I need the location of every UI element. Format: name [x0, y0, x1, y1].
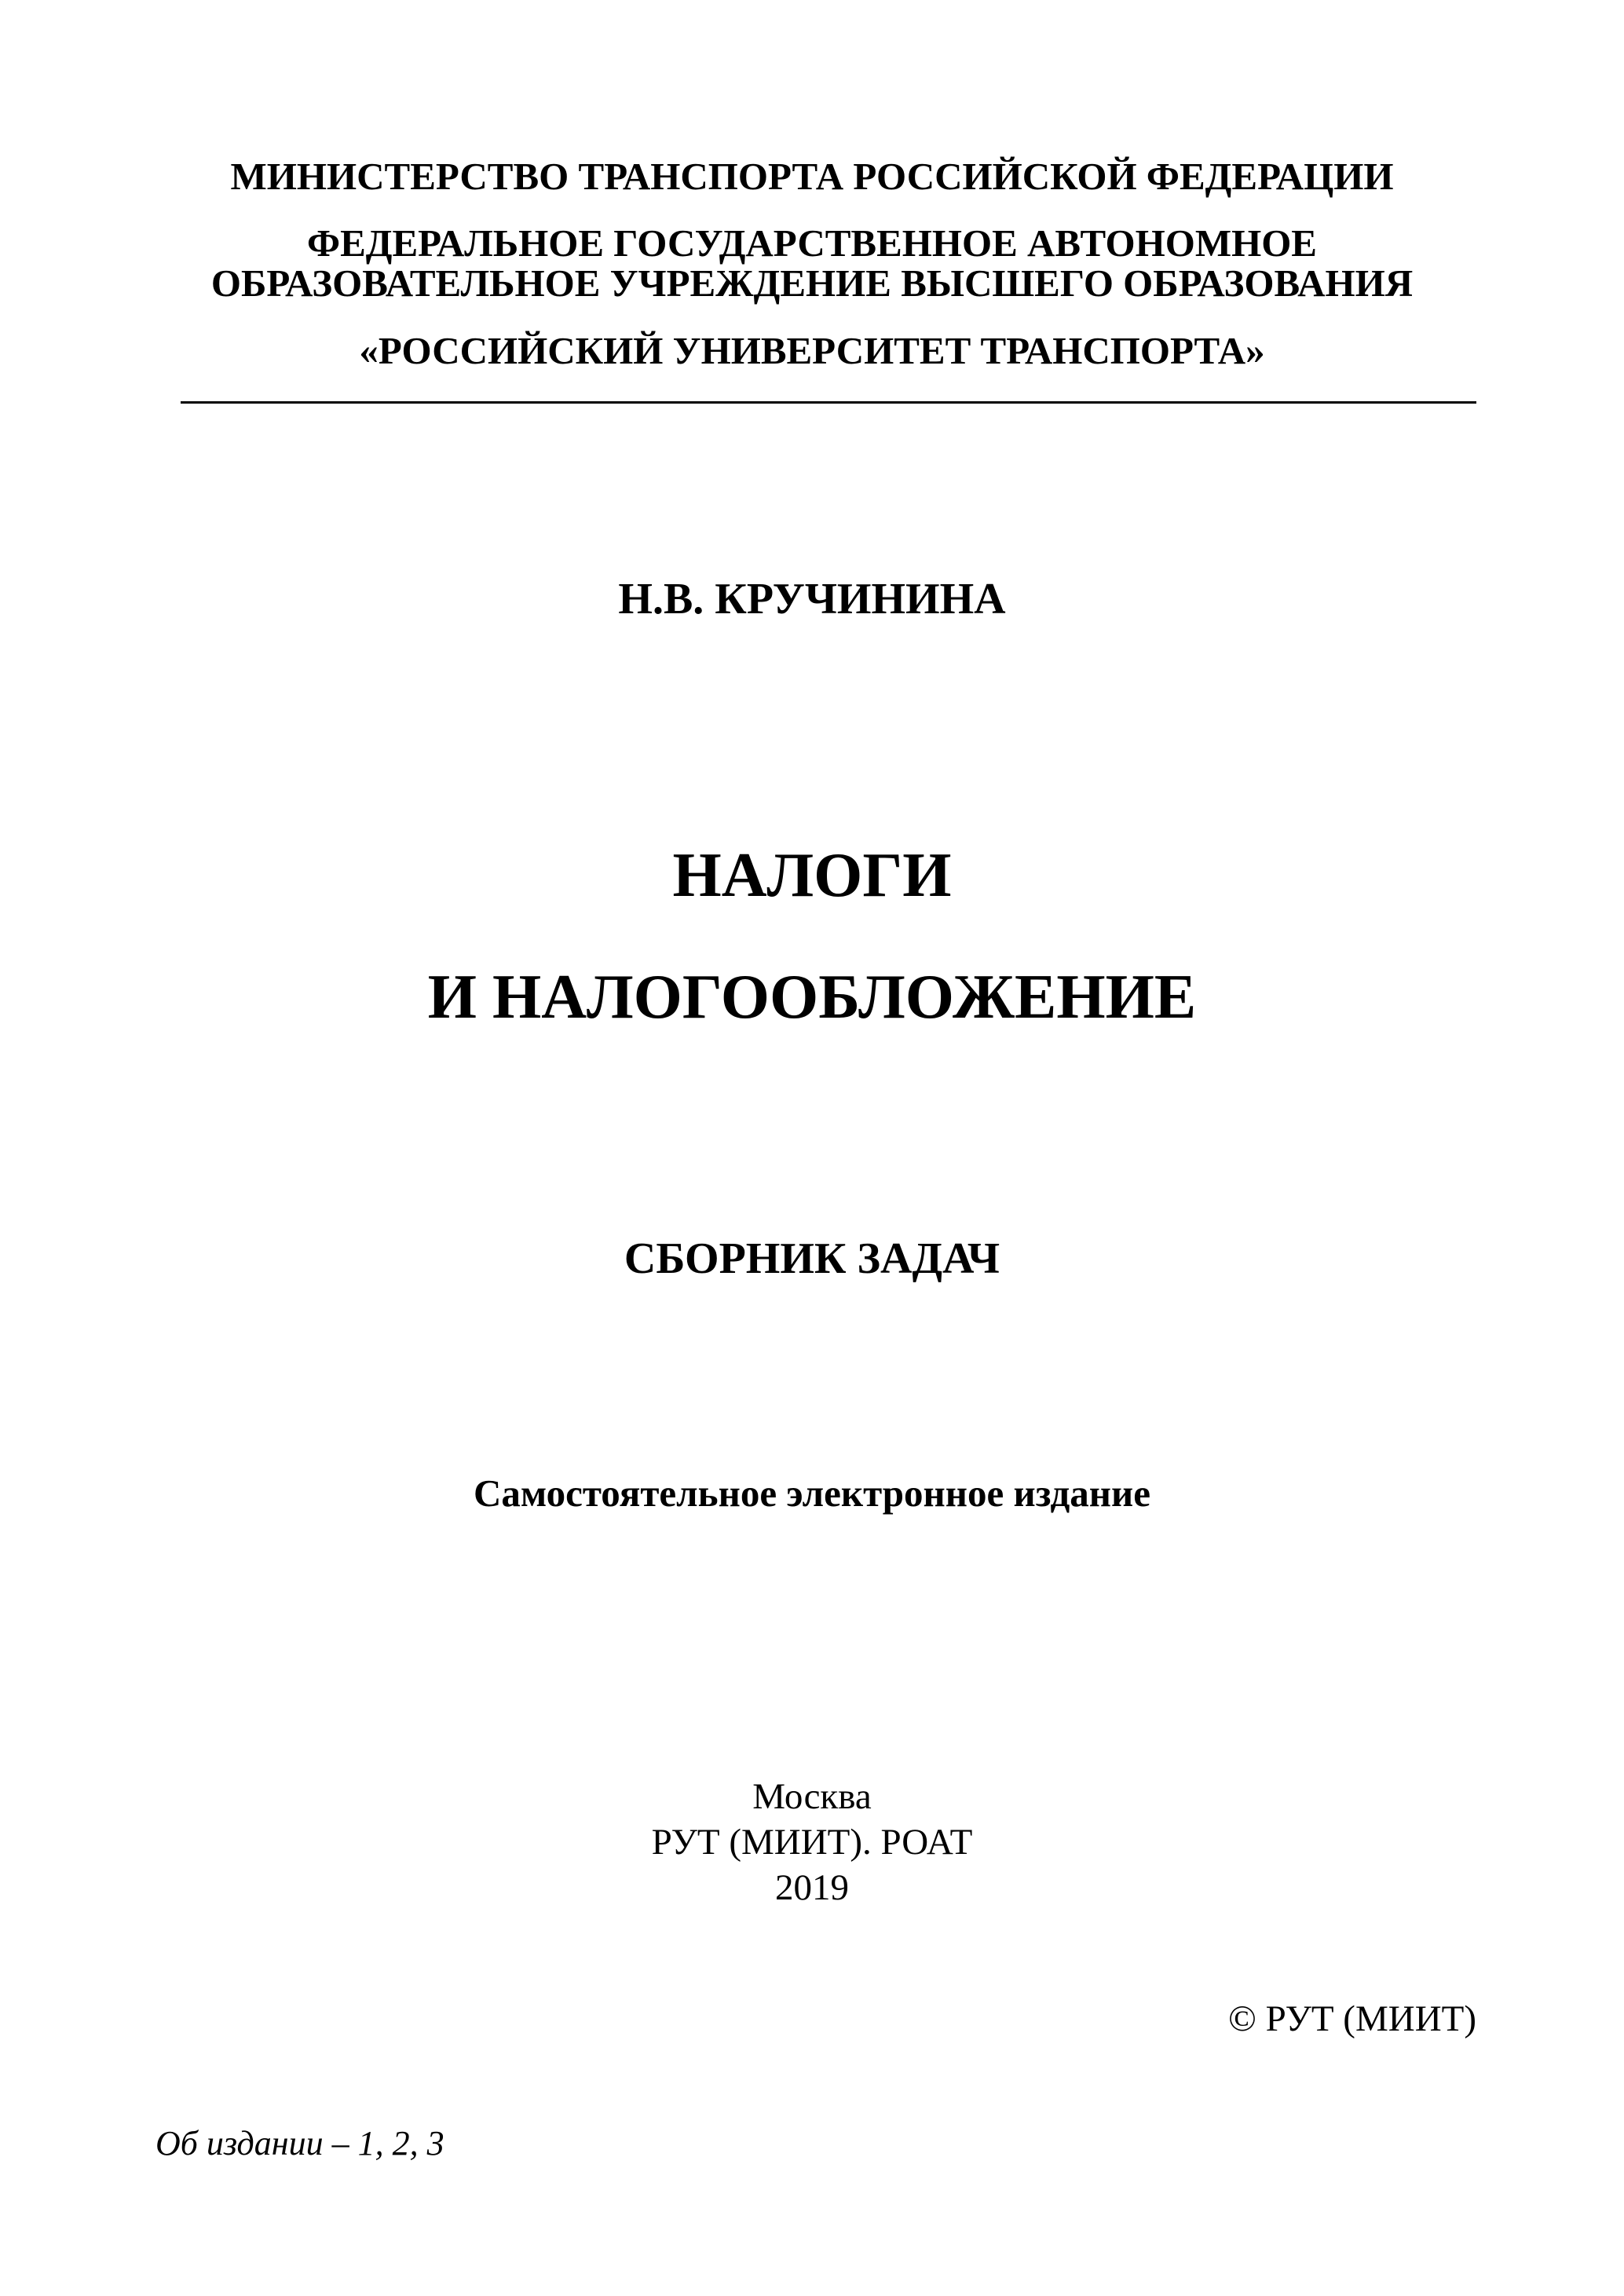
book-title-line-1: НАЛОГИ	[672, 841, 952, 910]
author-name: Н.В. КРУЧИНИНА	[618, 575, 1006, 623]
institution-line-1: ФЕДЕРАЛЬНОЕ ГОСУДАРСТВЕННОЕ АВТОНОМНОЕ	[307, 221, 1317, 265]
edition-type: Самостоятельное электронное издание	[474, 1472, 1150, 1515]
copyright-notice: © РУТ (МИИТ)	[1228, 1998, 1476, 2039]
ministry-heading: МИНИСТЕРСТВО ТРАНСПОРТА РОССИЙСКОЙ ФЕДЕРАЦИИ	[230, 155, 1394, 198]
book-subtitle: СБОРНИК ЗАДАЧ	[624, 1234, 1000, 1283]
header-divider	[181, 401, 1476, 404]
imprint-publisher: РУТ (МИИТ). РОАТ	[651, 1822, 973, 1863]
university-name: «РОССИЙСКИЙ УНИВЕРСИТЕТ ТРАНСПОРТА»	[359, 329, 1265, 372]
imprint-city: Москва	[752, 1776, 872, 1817]
institution-line-2: ОБРАЗОВАТЕЛЬНОЕ УЧРЕЖДЕНИЕ ВЫСШЕГО ОБРАЗОВАНИЯ	[210, 261, 1414, 305]
imprint-year: 2019	[775, 1867, 849, 1908]
about-edition-link[interactable]: Об издании – 1, 2, 3	[155, 2124, 444, 2163]
book-title-line-2: И НАЛОГООБЛОЖЕНИЕ	[427, 963, 1197, 1032]
